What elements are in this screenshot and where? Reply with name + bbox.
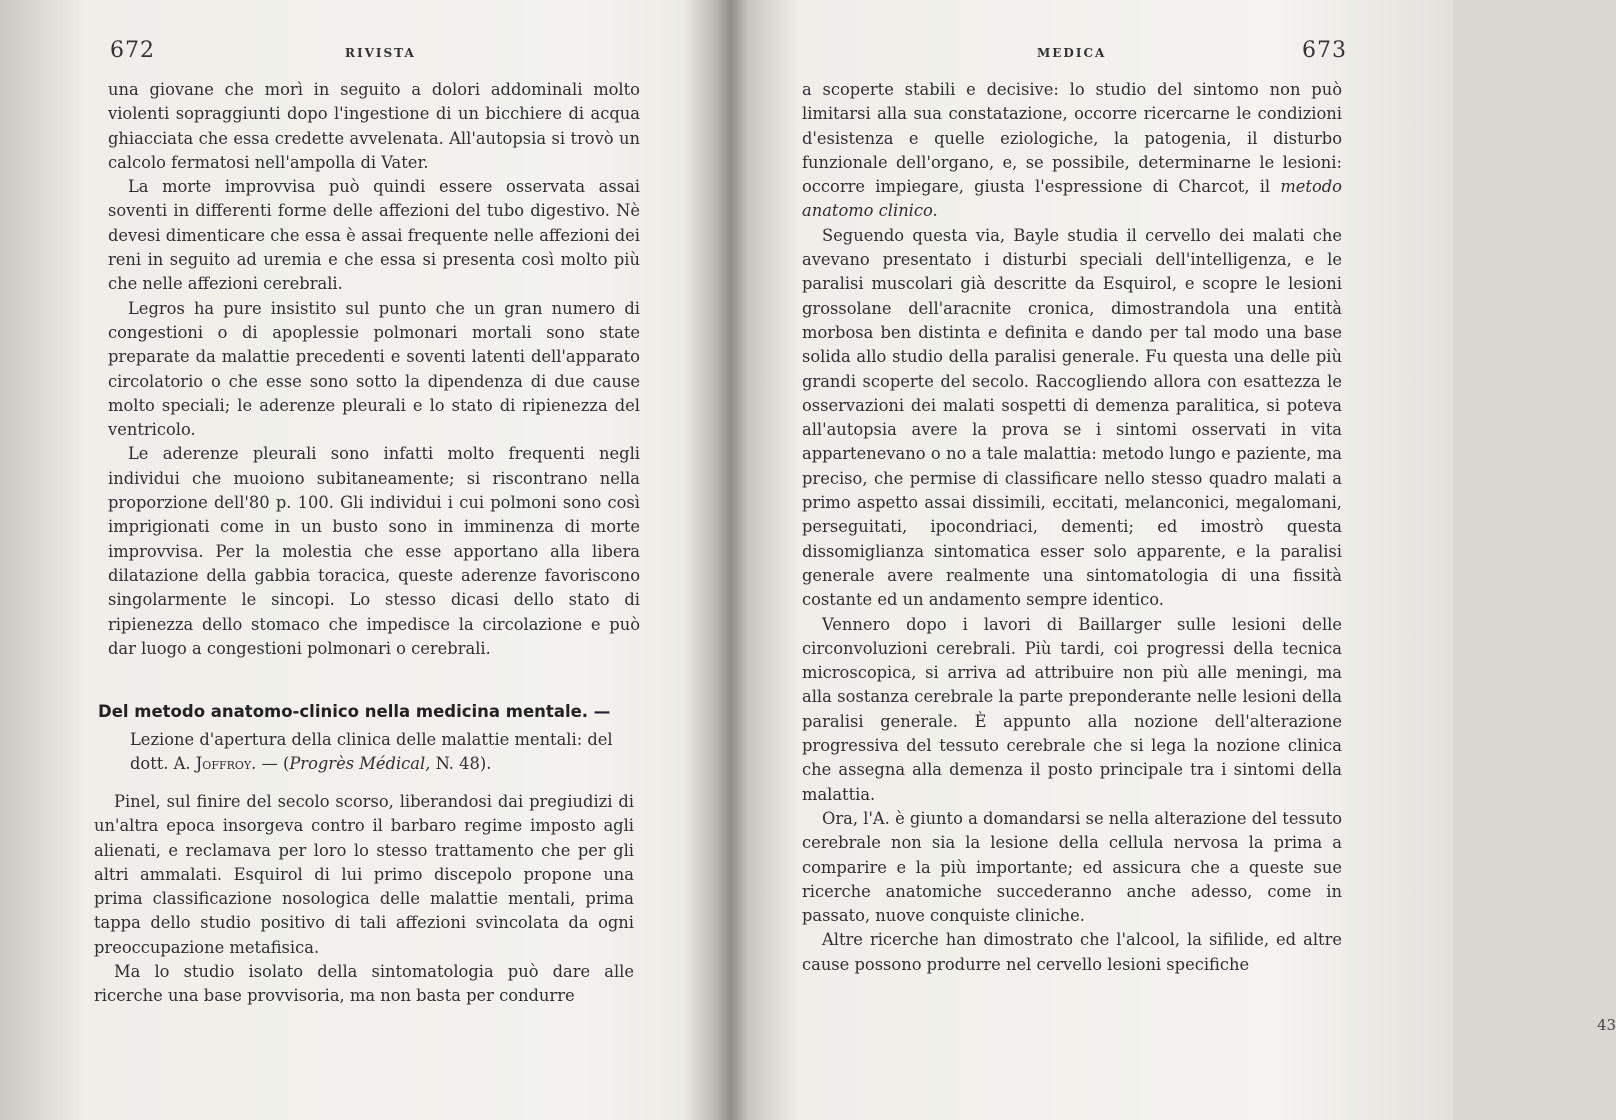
left-body-text-2 bbox=[94, 790, 634, 1009]
paragraph bbox=[802, 78, 1342, 224]
paragraph-text: a scoperte stabili e decisive: lo studio del sintomo non può limitarsi alla sua constatazione, occorre ricercarne le condizioni d'esistenza e quelle eziologiche, la patogenia, il disturbo funzionale dell'organo, e, se possibile, determinarne le lesioni: occorre impiegare, giusta l'espressione di Charcot, il bbox=[802, 80, 1342, 197]
paragraph: Seguendo questa via, Bayle studia il cervello dei malati che avevano presentato i disturbi speciali dell'intelligenza, e le paralisi muscolari già descritte da Esquirol, e scopre le lesioni grossolane dell'aracnite cronica, dimostrandola una entità morbosa ben distinta e definita e dando per tal modo una base solida allo studio della paralisi generale. Fu questa una delle più grandi scoperte del secolo. Raccogliendo allora con esattezza le osservazioni dei malati sospetti di demenza paralitica, si poteva all'autopsia avere la prova se i sintomi osservati in vita appartenevano o no a tale malattia: metodo lungo e paziente, ma preciso, che permise di classificare nello stesso quadro malati a primo aspetto assai dissimili, eccitati, melanconici, megalomani, perseguitati, ipocondriaci, dementi; ed imostrò questa dissomiglianza sintomatica esser solo apparente, e la paralisi generale avere realmente una sintomatologia di una fissità costante ed un andamento sempre identico. bbox=[802, 225, 1342, 610]
article-source: Progrès Médical, bbox=[289, 754, 431, 774]
paragraph: Pinel, sul finire del secolo scorso, liberandosi dai pregiudizi di un'altra epoca insorgeva contro il barbaro regime imposto agli alienati, e reclamava per loro lo stesso trattamento che per gli altri ammalati. Esquirol di lui primo discepolo propone una prima classificazione nosologica delle malattie mentali, prima tappa dello studio positivo di tali affezioni svincolata da ogni preoccupazione metafisica. bbox=[94, 792, 634, 957]
paragraph: una giovane che morì in seguito a dolori addominali molto violenti sopraggiunti dopo l'ingestione di un bicchiere di acqua ghiacciata che essa credette avvelenata. All'autopsia si trovò un calcolo fermatosi nell'ampolla di Vater. bbox=[108, 80, 640, 172]
article-author: Joffroy bbox=[195, 754, 252, 774]
subtitle-text: . — ( bbox=[251, 754, 290, 774]
right-page bbox=[727, 0, 1616, 1120]
paragraph: Legros ha pure insistito sul punto che un gran numero di congestioni o di apoplessie polmonari mortali sono state preparate da malattie precedenti e soventi latenti dell'apparato circolatorio o che esse sono sotto la dipendenza di due cause molto speciali; le aderenze pleurali e lo stato di ripienezza del ventricolo. bbox=[108, 298, 640, 440]
left-page-number: 672 bbox=[110, 38, 155, 63]
paragraph: Ma lo studio isolato della sintomatologia può dare alle ricerche una base provvisoria, ma non basta per condurre bbox=[94, 962, 634, 1006]
paragraph: Ora, l'A. è giunto a domandarsi se nella alterazione del tessuto cerebrale non sia la lesione della cellula nervosa la prima a comparire e la più importante; ed assicura che a queste sue ricerche anatomiche succederanno anche adesso, come in passato, nuove conquiste cliniche. bbox=[802, 808, 1342, 926]
subtitle-text: Lezione d'apertura della clinica delle malattie mentali: del dott. A. bbox=[130, 730, 613, 774]
left-body-text bbox=[108, 78, 640, 661]
paragraph: Le aderenze pleurali sono infatti molto frequenti negli individui che muoiono subitaneamente; si riscontrano nella proporzione dell'80 p. 100. Gli individui i cui polmoni sono così imprigionati come in un busto sono in imminenza di morte improvvisa. Per la molestia che esse apportano alla libera dilatazione della gabbia toracica, queste aderenze favoriscono singolarmente le sincopi. Lo stesso dicasi dello stato di ripienezza dello stomaco che impedisce la circolazione e può dar luogo a congestioni polmonari o cerebrali. bbox=[108, 444, 640, 658]
paragraph: La morte improvvisa può quindi essere osservata assai soventi in differenti forme delle affezioni del tubo digestivo. Nè devesi dimenticare che essa è assai frequente nelle affezioni dei reni in seguito ad uremia e che essa si presenta così molto più che nelle affezioni cerebrali. bbox=[108, 177, 640, 294]
right-page-number: 673 bbox=[1302, 38, 1347, 63]
right-running-head: MEDICA bbox=[1037, 46, 1107, 60]
italic-term: metodo anatomo clinico. bbox=[802, 177, 1342, 221]
signature-mark: 43 bbox=[1597, 1016, 1616, 1034]
subtitle-text: N. 48). bbox=[430, 754, 492, 774]
paragraph: Vennero dopo i lavori di Baillarger sulle lesioni delle circonvoluzioni cerebrali. Più tardi, coi progressi della tecnica microscopica, si arriva ad attribuire non più alle meningi, ma alla sostanza cerebrale la parte preponderante nelle lesioni della paralisi generale. È appunto alla nozione dell'alterazione progressiva del tessuto cerebrale che si lega la nozione clinica che assegna alla demenza il posto principale tra i sintomi della malattia. bbox=[802, 614, 1342, 804]
article-title: Del metodo anatomo-clinico nella medicina mentale. — bbox=[98, 702, 611, 721]
left-running-head: RIVISTA bbox=[345, 46, 416, 60]
right-body-text bbox=[802, 78, 1342, 977]
article-subtitle bbox=[130, 728, 640, 777]
paragraph: Altre ricerche han dimostrato che l'alcool, la sifilide, ed altre cause possono produrre nel cervello lesioni specifiche bbox=[802, 930, 1342, 974]
left-page bbox=[0, 0, 726, 1120]
